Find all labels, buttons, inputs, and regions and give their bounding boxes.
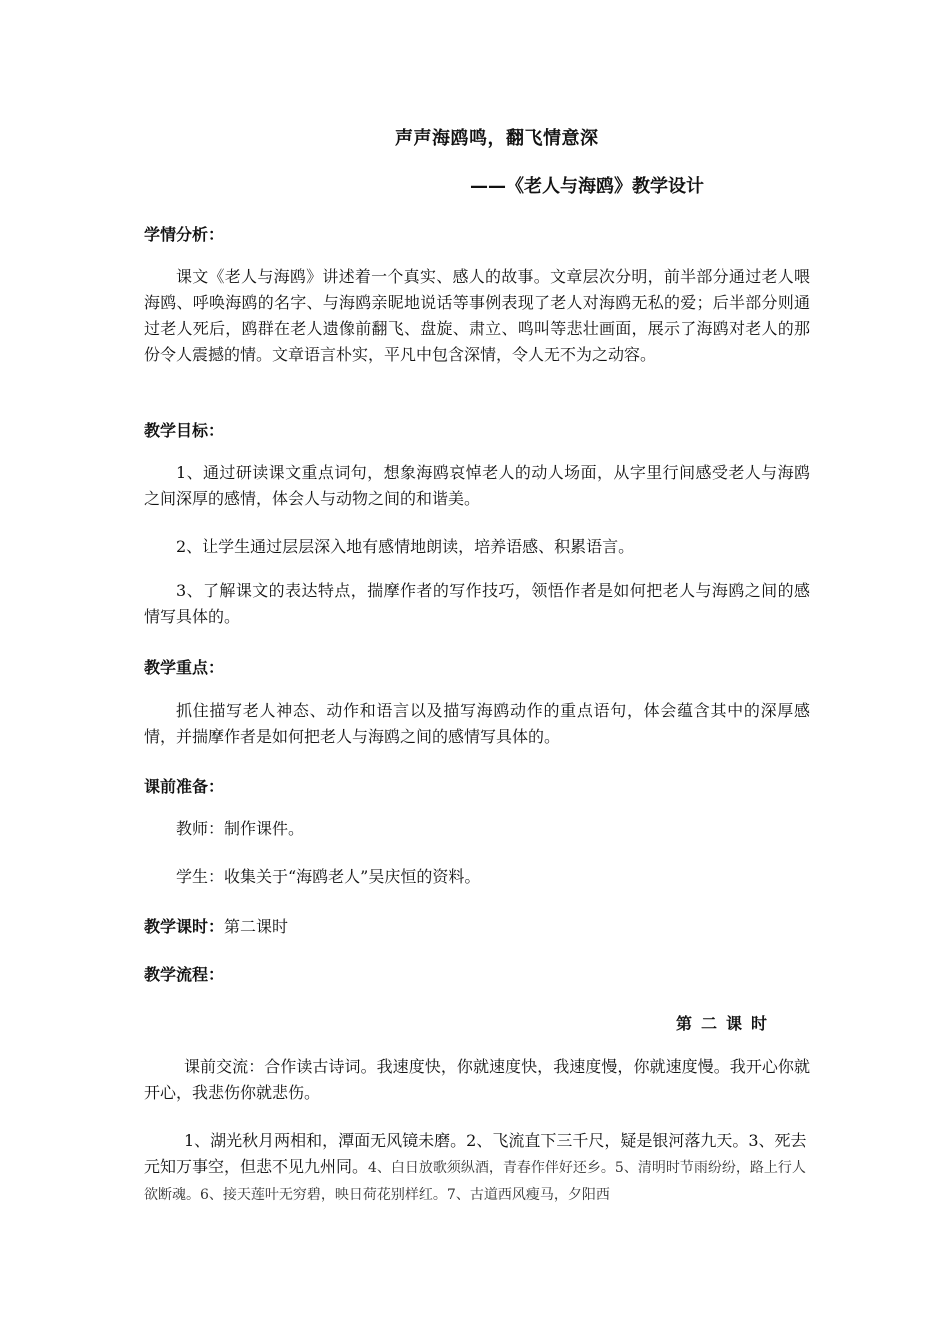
lesson-label: 第二课时 [676,1014,777,1033]
key-points-heading: 教学重点： [144,658,225,677]
goal-item-2: 2、让学生通过层层深入地有感情地朗读，培养语感、积累语言。 [176,537,635,556]
period-label: 教学课时： [144,917,225,936]
poems-continued-text: 4、白日放歌须纵酒，青春作伴好还乡。5、清明时节雨纷纷，路上行人欲断魂。6、接天莲叶无穷碧，映日荷花别样红。7、古道西风瘦马，夕阳西 [144,1160,806,1203]
analysis-heading: 学情分析： [144,225,225,244]
document-title: 声声海鸥鸣，翻飞情意深 [395,128,599,149]
process-heading: 教学流程： [144,965,225,984]
preparation-teacher: 教师：制作课件。 [176,819,305,838]
preparation-heading: 课前准备： [144,777,225,796]
poems-main-text: 1、湖光秋月两相和，潭面无风镜未磨。2、飞流直下三千尺，疑是银河落九天。3、死去元知万事空，但悲不见九州同。 [144,1131,807,1176]
poems-paragraph [144,1128,814,1208]
period-value: 第二课时 [224,917,289,936]
goal-item-3: 3、了解课文的表达特点，揣摩作者的写作技巧，领悟作者是如何把老人与海鸥之间的感情写具体的。 [144,581,810,626]
key-points-paragraph: 抓住描写老人神态、动作和语言以及描写海鸥动作的重点语句，体会蕴含其中的深厚感情，并揣摩作者是如何把老人与海鸥之间的感情写具体的。 [144,701,810,746]
analysis-paragraph: 课文《老人与海鸥》讲述着一个真实、感人的故事。文章层次分明，前半部分通过老人喂海鸥、呼唤海鸥的名字、与海鸥亲昵地说话等事例表现了老人对海鸥无私的爱；后半部分则通过老人死后，鸥群在老人遗像前翻飞、盘旋、肃立、鸣叫等悲壮画面，展示了海鸥对老人的那份令人震撼的情。文章语言朴实，平凡中包含深情，令人无不为之动容。 [144,267,810,364]
preparation-student: 学生：收集关于“海鸥老人”吴庆恒的资料。 [176,867,481,886]
period-heading [144,914,288,937]
goal-item-1: 1、通过研读课文重点词句，想象海鸥哀悼老人的动人场面，从字里行间感受老人与海鸥之间深厚的感情，体会人与动物之间的和谐美。 [144,463,810,508]
goals-heading: 教学目标： [144,421,225,440]
document-subtitle: ——《老人与海鸥》教学设计 [470,176,704,197]
warmup-paragraph: 课前交流：合作读古诗词。我速度快，你就速度快，我速度慢，你就速度慢。我开心你就开心，我悲伤你就悲伤。 [144,1057,810,1102]
